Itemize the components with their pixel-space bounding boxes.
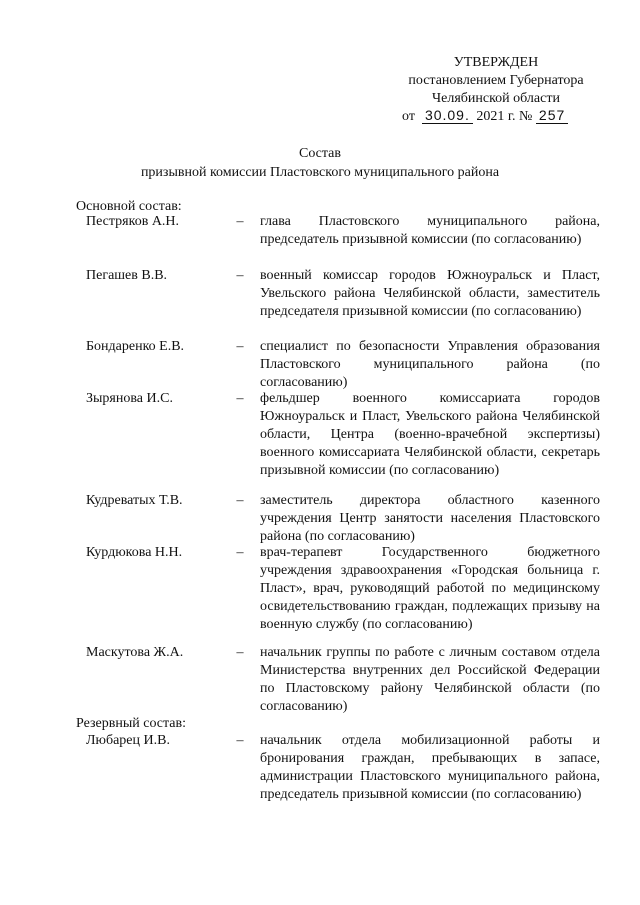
member-name: Кудреватых Т.В. <box>86 493 183 508</box>
main-section-label: Основной состав: <box>76 199 182 214</box>
approval-line-1: постановлением Губернатора <box>408 73 584 88</box>
document-title <box>0 145 640 183</box>
dash: – <box>236 545 244 560</box>
member-name: Маскутова Ж.А. <box>86 645 184 660</box>
member-role: военный комиссар городов Южноуральск и Пласт, Увельского района Челябинской области, заместитель председателя призывной комиссии (по согласованию) <box>260 268 600 319</box>
member-role: заместитель директора областного казенного учреждения Центр занятости населения Пластовского района (по согласованию) <box>260 493 600 544</box>
member-name: Пегашев В.В. <box>86 268 168 283</box>
member-name: Пестряков А.Н. <box>86 214 180 229</box>
member-name: Курдюкова Н.Н. <box>86 545 183 560</box>
dash: – <box>236 645 244 660</box>
approval-line-2: Челябинской области <box>432 91 560 106</box>
title-line-2: призывной комиссии Пластовского муниципального района <box>140 165 500 180</box>
member-role: начальник группы по работе с личным составом отдела Министерства внутренних дел Российской Федерации по Пластовскому району Челябинской области (по согласованию) <box>260 645 600 714</box>
member-name: Зырянова И.С. <box>86 391 173 406</box>
approval-heading: УТВЕРЖДЕН <box>453 55 539 70</box>
dash: – <box>236 268 244 283</box>
decree-year: 2021 г. № <box>476 109 533 124</box>
member-role: специалист по безопасности Управления образования Пластовского муниципального района (по согласованию) <box>260 339 600 390</box>
member-name: Бондаренко Е.В. <box>86 339 185 354</box>
approval-date-line <box>396 108 596 126</box>
date-prefix: от <box>402 109 415 124</box>
reserve-section-label: Резервный состав: <box>76 716 187 731</box>
decree-date: 30.09. <box>422 108 473 124</box>
member-role: фельдшер военного комиссариата городов Южноуральск и Пласт, Увельского района Челябинской области, Центра (военно-врачебной экспертизы) военного комиссариата Челябинской области, секретарь призывной комиссии (по согласованию) <box>260 391 600 478</box>
dash: – <box>236 339 244 354</box>
member-role: начальник отдела мобилизационной работы и бронирования граждан, пребывающих в запасе, администрации Пластовского муниципального района, председатель призывной комиссии (по согласованию) <box>260 733 600 802</box>
dash: – <box>236 493 244 508</box>
member-role: врач-терапевт Государственного бюджетного учреждения здравоохранения «Городская больница г. Пласт», врач, руководящий работой по медицинскому освидетельствованию граждан, подлежащих призыву на военную службу (по согласованию) <box>260 545 600 632</box>
dash: – <box>236 214 244 229</box>
dash: – <box>236 391 244 406</box>
dash: – <box>236 733 244 748</box>
approval-stamp <box>396 54 596 126</box>
member-role: глава Пластовского муниципального района, председатель призывной комиссии (по согласованию) <box>260 214 600 247</box>
decree-number: 257 <box>536 108 568 124</box>
title-line-1: Состав <box>298 146 341 161</box>
member-name: Любарец И.В. <box>86 733 170 748</box>
